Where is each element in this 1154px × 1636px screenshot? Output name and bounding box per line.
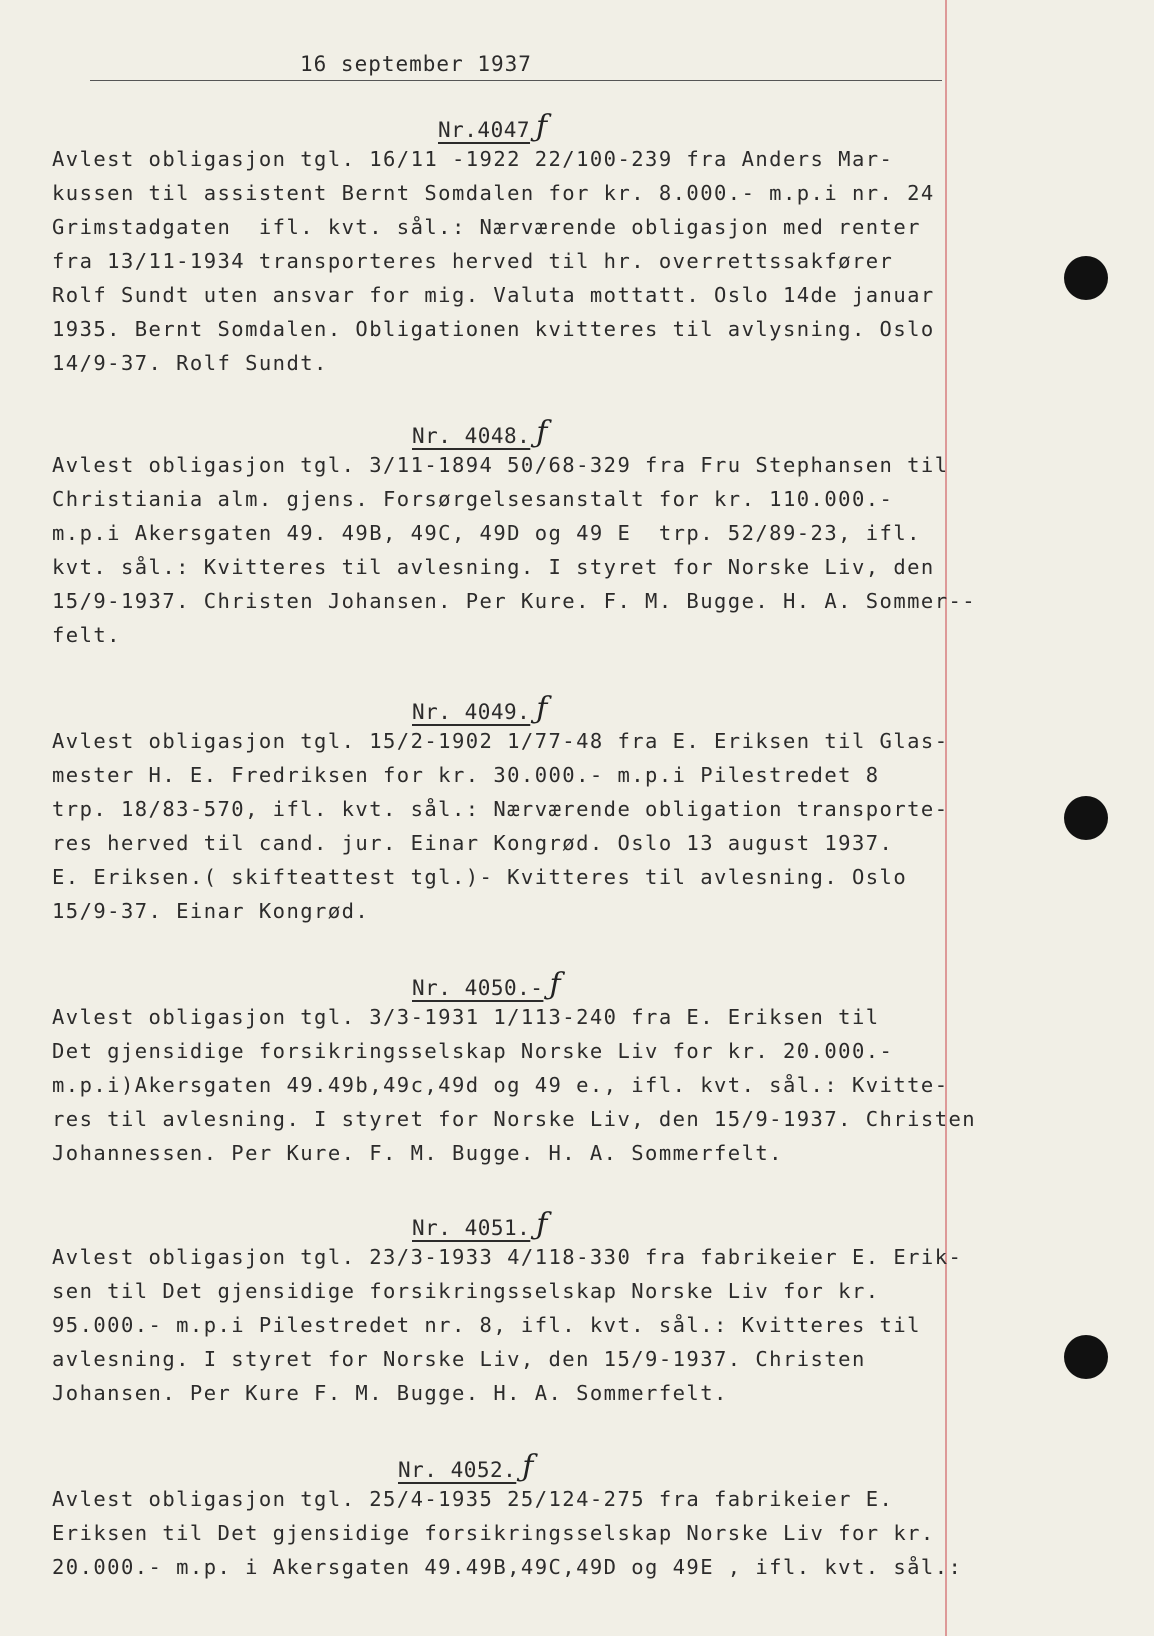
entry-text-line: Avlest obligasjon tgl. 25/4-1935 25/124-275 fra fabrikeier E. — [52, 1487, 894, 1511]
entry-number: Nr. 4049. — [412, 700, 531, 724]
entry-text-line: 14/9-37. Rolf Sundt. — [52, 351, 328, 375]
entry-4051 — [52, 1206, 992, 1410]
entry-text-line: res til avlesning. I styret for Norske Liv, den 15/9-1937. Christen — [52, 1107, 977, 1131]
entry-number: Nr. 4051. — [412, 1216, 531, 1240]
handwritten-check-mark: ƒ — [549, 967, 561, 1002]
entry-4048 — [52, 414, 992, 652]
entry-text-line: trp. 18/83-570, ifl. kvt. sål.: Nærværende obligation transporte- — [52, 797, 949, 821]
entry-text-line: 20.000.- m.p. i Akersgaten 49.49B,49C,49D og 49E , ifl. kvt. sål.: — [52, 1555, 963, 1579]
punch-hole-icon — [1064, 256, 1108, 300]
entry-4050 — [52, 966, 992, 1170]
handwritten-check-mark: ƒ — [536, 1207, 548, 1242]
handwritten-check-mark: ƒ — [536, 691, 548, 726]
punch-hole-icon — [1064, 1335, 1108, 1379]
entry-text-line: res herved til cand. jur. Einar Kongrød. Oslo 13 august 1937. — [52, 831, 894, 855]
entry-4049 — [52, 690, 992, 928]
entry-text-line: kussen til assistent Bernt Somdalen for kr. 8.000.- m.p.i nr. 24 — [52, 181, 935, 205]
entry-text-line: 95.000.- m.p.i Pilestredet nr. 8, ifl. kvt. sål.: Kvitteres til — [52, 1313, 921, 1337]
entry-text-line: mester H. E. Fredriksen for kr. 30.000.- m.p.i Pilestredet 8 — [52, 763, 880, 787]
handwritten-check-mark: ƒ — [536, 109, 548, 144]
entry-4052 — [52, 1448, 992, 1584]
punch-hole-icon — [1064, 796, 1108, 840]
entry-number: Nr. 4048. — [412, 424, 531, 448]
entry-text-line: Avlest obligasjon tgl. 3/11-1894 50/68-329 fra Fru Stephansen til — [52, 453, 949, 477]
entry-text-line: m.p.i)Akersgaten 49.49b,49c,49d og 49 e., ifl. kvt. sål.: Kvitte- — [52, 1073, 949, 1097]
entry-text-line: Grimstadgaten ifl. kvt. sål.: Nærværende obligasjon med renter — [52, 215, 921, 239]
entry-text-line: Rolf Sundt uten ansvar for mig. Valuta mottatt. Oslo 14de januar — [52, 283, 935, 307]
entry-text-line: fra 13/11-1934 transporteres herved til hr. overrettssakfører — [52, 249, 894, 273]
entry-text-line: avlesning. I styret for Norske Liv, den 15/9-1937. Christen — [52, 1347, 866, 1371]
entry-text-line: kvt. sål.: Kvitteres til avlesning. I styret for Norske Liv, den — [52, 555, 935, 579]
entry-text-line: Avlest obligasjon tgl. 3/3-1931 1/113-240 fra E. Eriksen til — [52, 1005, 880, 1029]
entry-text-line: Avlest obligasjon tgl. 16/11 -1922 22/100-239 fra Anders Mar- — [52, 147, 894, 171]
entry-text-line: Christiania alm. gjens. Forsørgelsesanstalt for kr. 110.000.- — [52, 487, 894, 511]
entry-text-line: Johannessen. Per Kure. F. M. Bugge. H. A. Sommerfelt. — [52, 1141, 783, 1165]
entry-text-line: 15/9-37. Einar Kongrød. — [52, 899, 370, 923]
entry-text-line: Det gjensidige forsikringsselskap Norske Liv for kr. 20.000.- — [52, 1039, 894, 1063]
page-date-header: 16 september 1937 — [300, 52, 532, 76]
entry-number: Nr. 4050.- — [412, 976, 544, 1000]
entry-text-line: sen til Det gjensidige forsikringsselskap Norske Liv for kr. — [52, 1279, 880, 1303]
handwritten-check-mark: ƒ — [536, 415, 548, 450]
entry-text-line: E. Eriksen.( skifteattest tgl.)- Kvitteres til avlesning. Oslo — [52, 865, 908, 889]
header-rule — [90, 80, 942, 81]
entry-text-line: 15/9-1937. Christen Johansen. Per Kure. F. M. Bugge. H. A. Sommer-- — [52, 589, 977, 613]
entry-text-line: Avlest obligasjon tgl. 23/3-1933 4/118-330 fra fabrikeier E. Erik- — [52, 1245, 963, 1269]
entry-4047 — [52, 108, 992, 380]
entry-text-line: Avlest obligasjon tgl. 15/2-1902 1/77-48 fra E. Eriksen til Glas- — [52, 729, 949, 753]
entry-number: Nr. 4052. — [398, 1458, 517, 1482]
entry-text-line: 1935. Bernt Somdalen. Obligationen kvitteres til avlysning. Oslo — [52, 317, 935, 341]
entry-text-line: m.p.i Akersgaten 49. 49B, 49C, 49D og 49 E trp. 52/89-23, ifl. — [52, 521, 921, 545]
entry-text-line: felt. — [52, 623, 121, 647]
entry-text-line: Eriksen til Det gjensidige forsikringsselskap Norske Liv for kr. — [52, 1521, 935, 1545]
entry-number: Nr.4047 — [438, 118, 531, 142]
handwritten-check-mark: ƒ — [522, 1449, 534, 1484]
entry-text-line: Johansen. Per Kure F. M. Bugge. H. A. Sommerfelt. — [52, 1381, 728, 1405]
